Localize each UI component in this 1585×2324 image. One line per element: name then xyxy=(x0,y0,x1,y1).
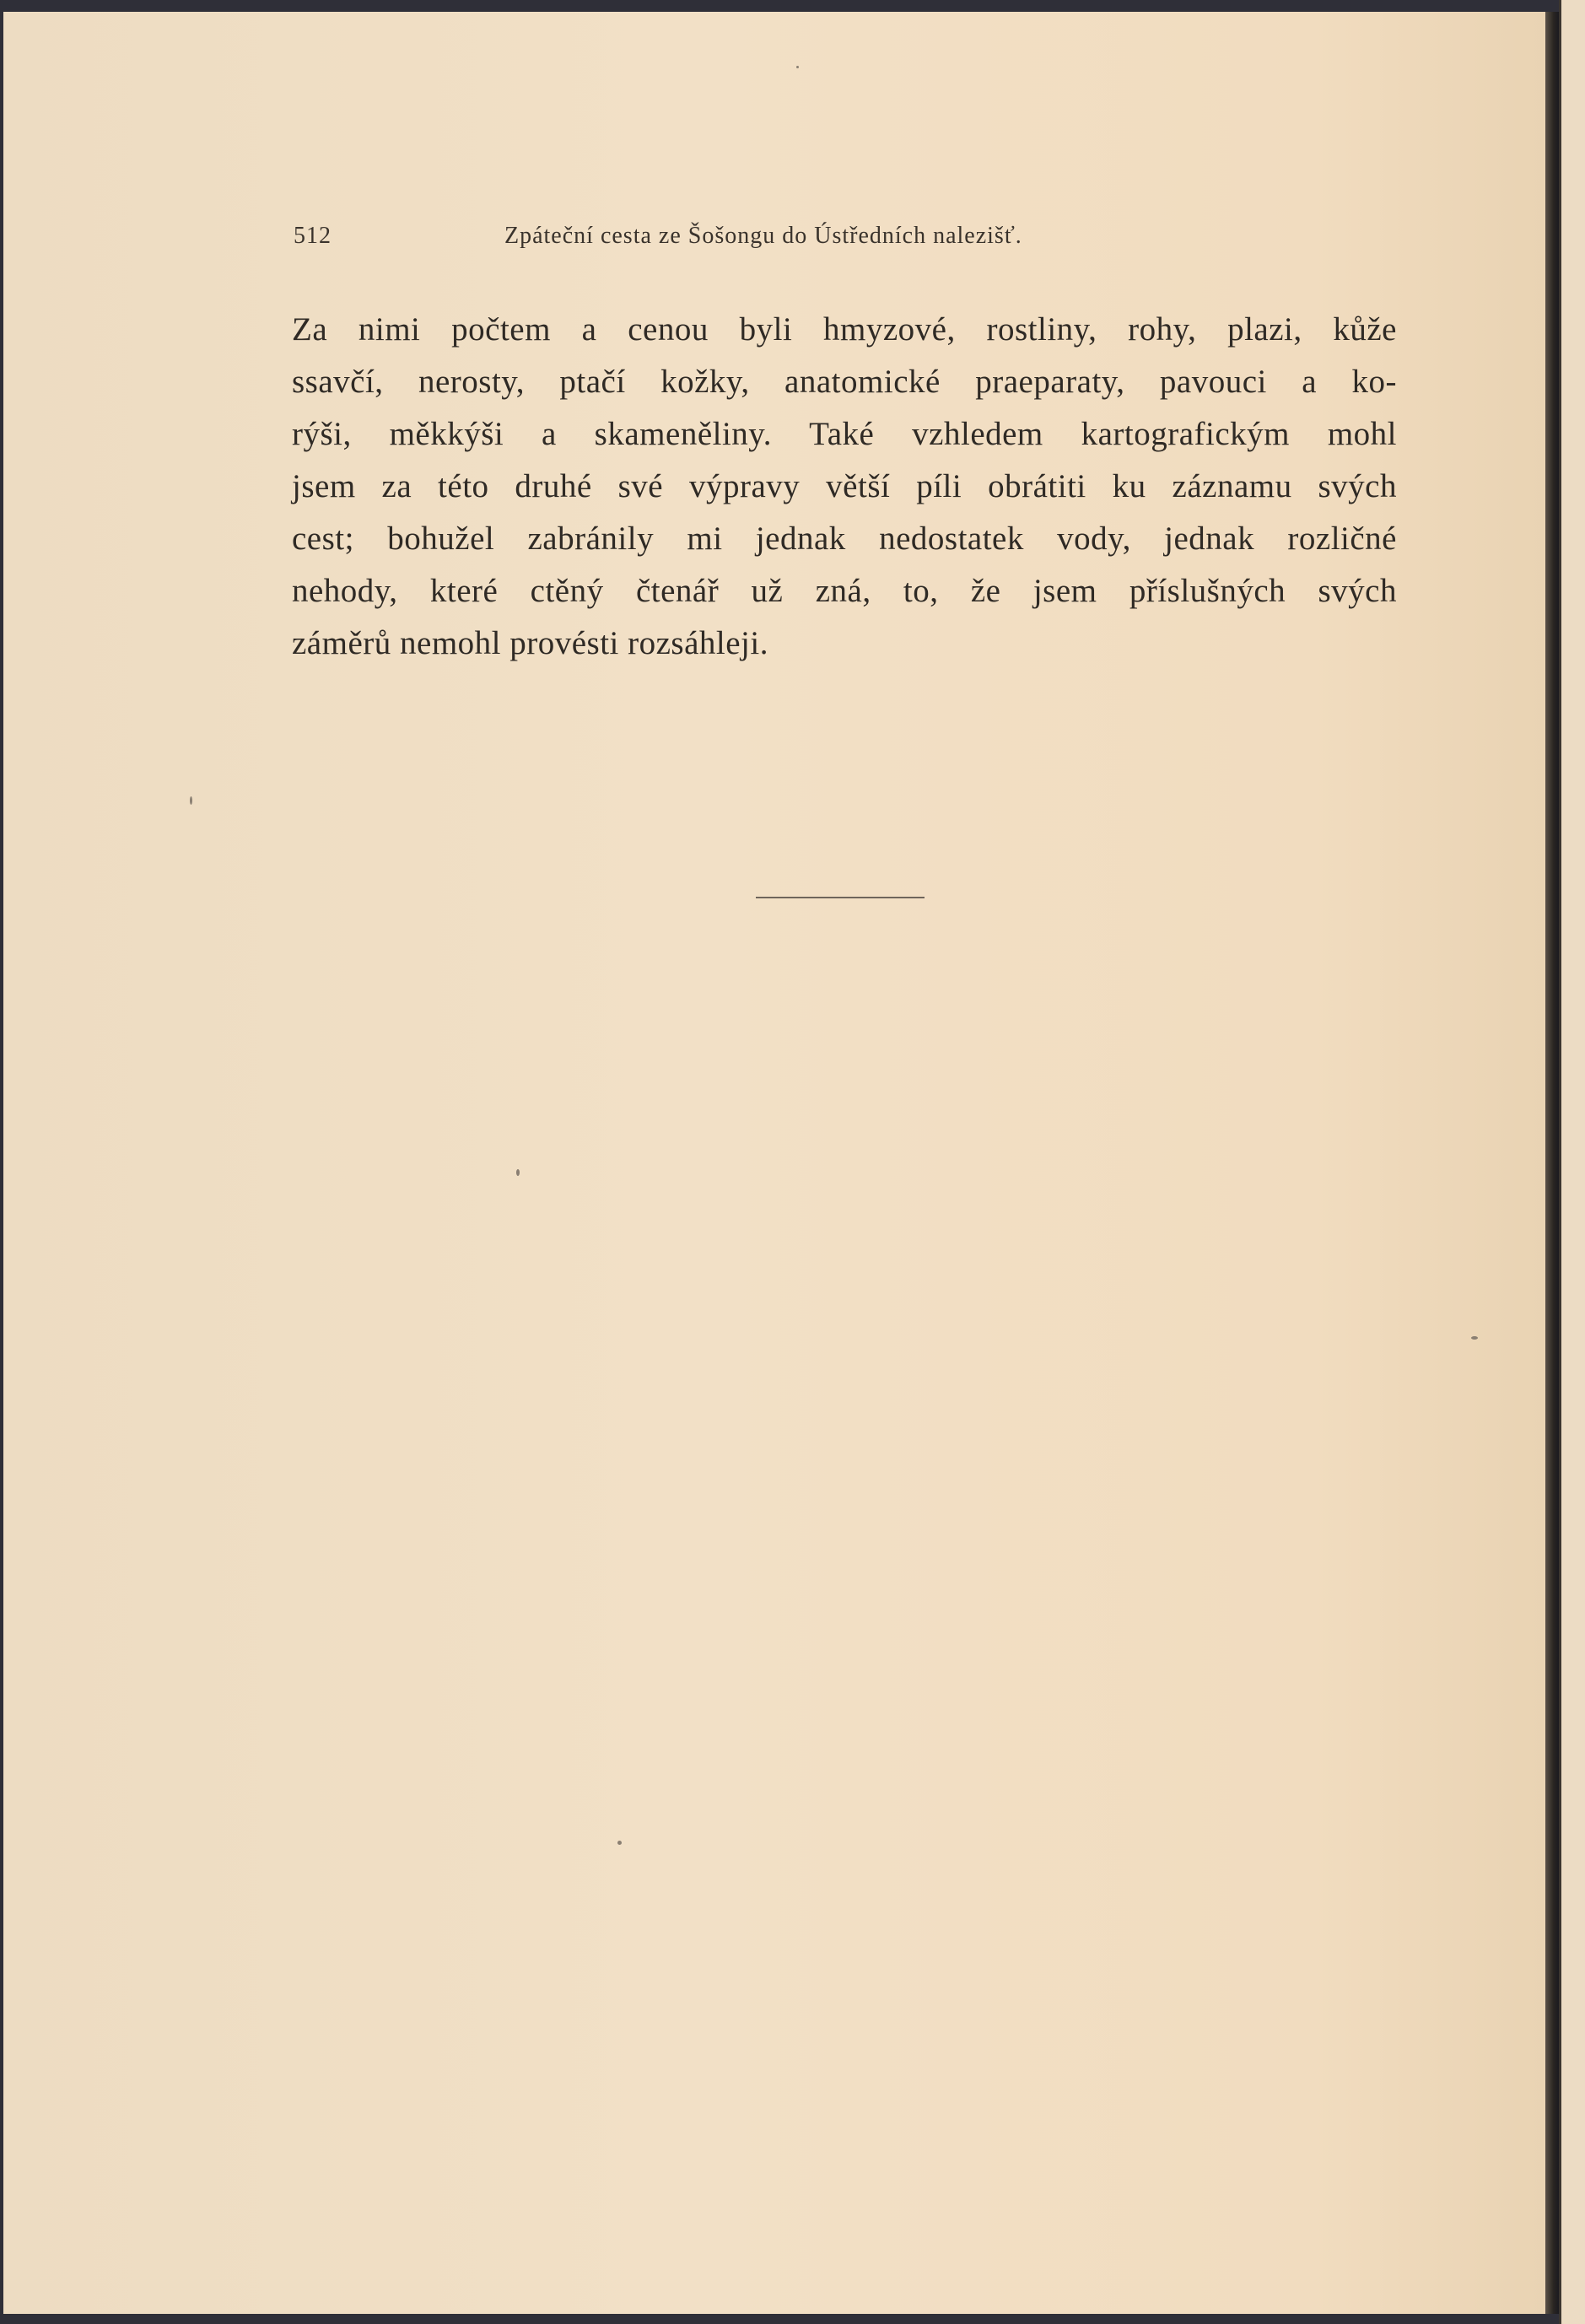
page-header xyxy=(294,223,1178,256)
paper-speck xyxy=(190,796,192,805)
adjacent-page-edge xyxy=(1559,0,1585,2324)
body-paragraph xyxy=(292,304,1397,670)
text-line: ssavčí, nerosty, ptačí kožky, anatomické praeparaty, pavouci a ko- xyxy=(292,364,1397,400)
text-line: záměrů nemohl provésti rozsáhleji. xyxy=(292,625,768,661)
page-number: 512 xyxy=(294,223,332,249)
page-edge-line xyxy=(1559,0,1561,2324)
text-line: rýši, měkkýši a skameněliny. Také vzhledem kartografickým mohl xyxy=(292,416,1397,452)
page-gutter xyxy=(1545,12,1559,2314)
text-line: cest; bohužel zabránily mi jednak nedostatek vody, jednak rozličné xyxy=(292,520,1397,557)
paper-speck xyxy=(796,66,799,68)
paper-speck xyxy=(1471,1336,1478,1340)
section-end-rule xyxy=(756,897,925,898)
text-line: Za nimi počtem a cenou byli hmyzové, rostliny, rohy, plazi, kůže xyxy=(292,311,1397,348)
paper-speck xyxy=(516,1169,520,1176)
paper-speck xyxy=(617,1841,622,1845)
running-head: Zpáteční cesta ze Šošongu do Ústředních nalezišť. xyxy=(504,223,1022,249)
text-line: nehody, které ctěný čtenář už zná, to, že jsem příslušných svých xyxy=(292,573,1397,609)
text-line: jsem za této druhé své výpravy větší píli obrátiti ku záznamu svých xyxy=(292,468,1397,504)
